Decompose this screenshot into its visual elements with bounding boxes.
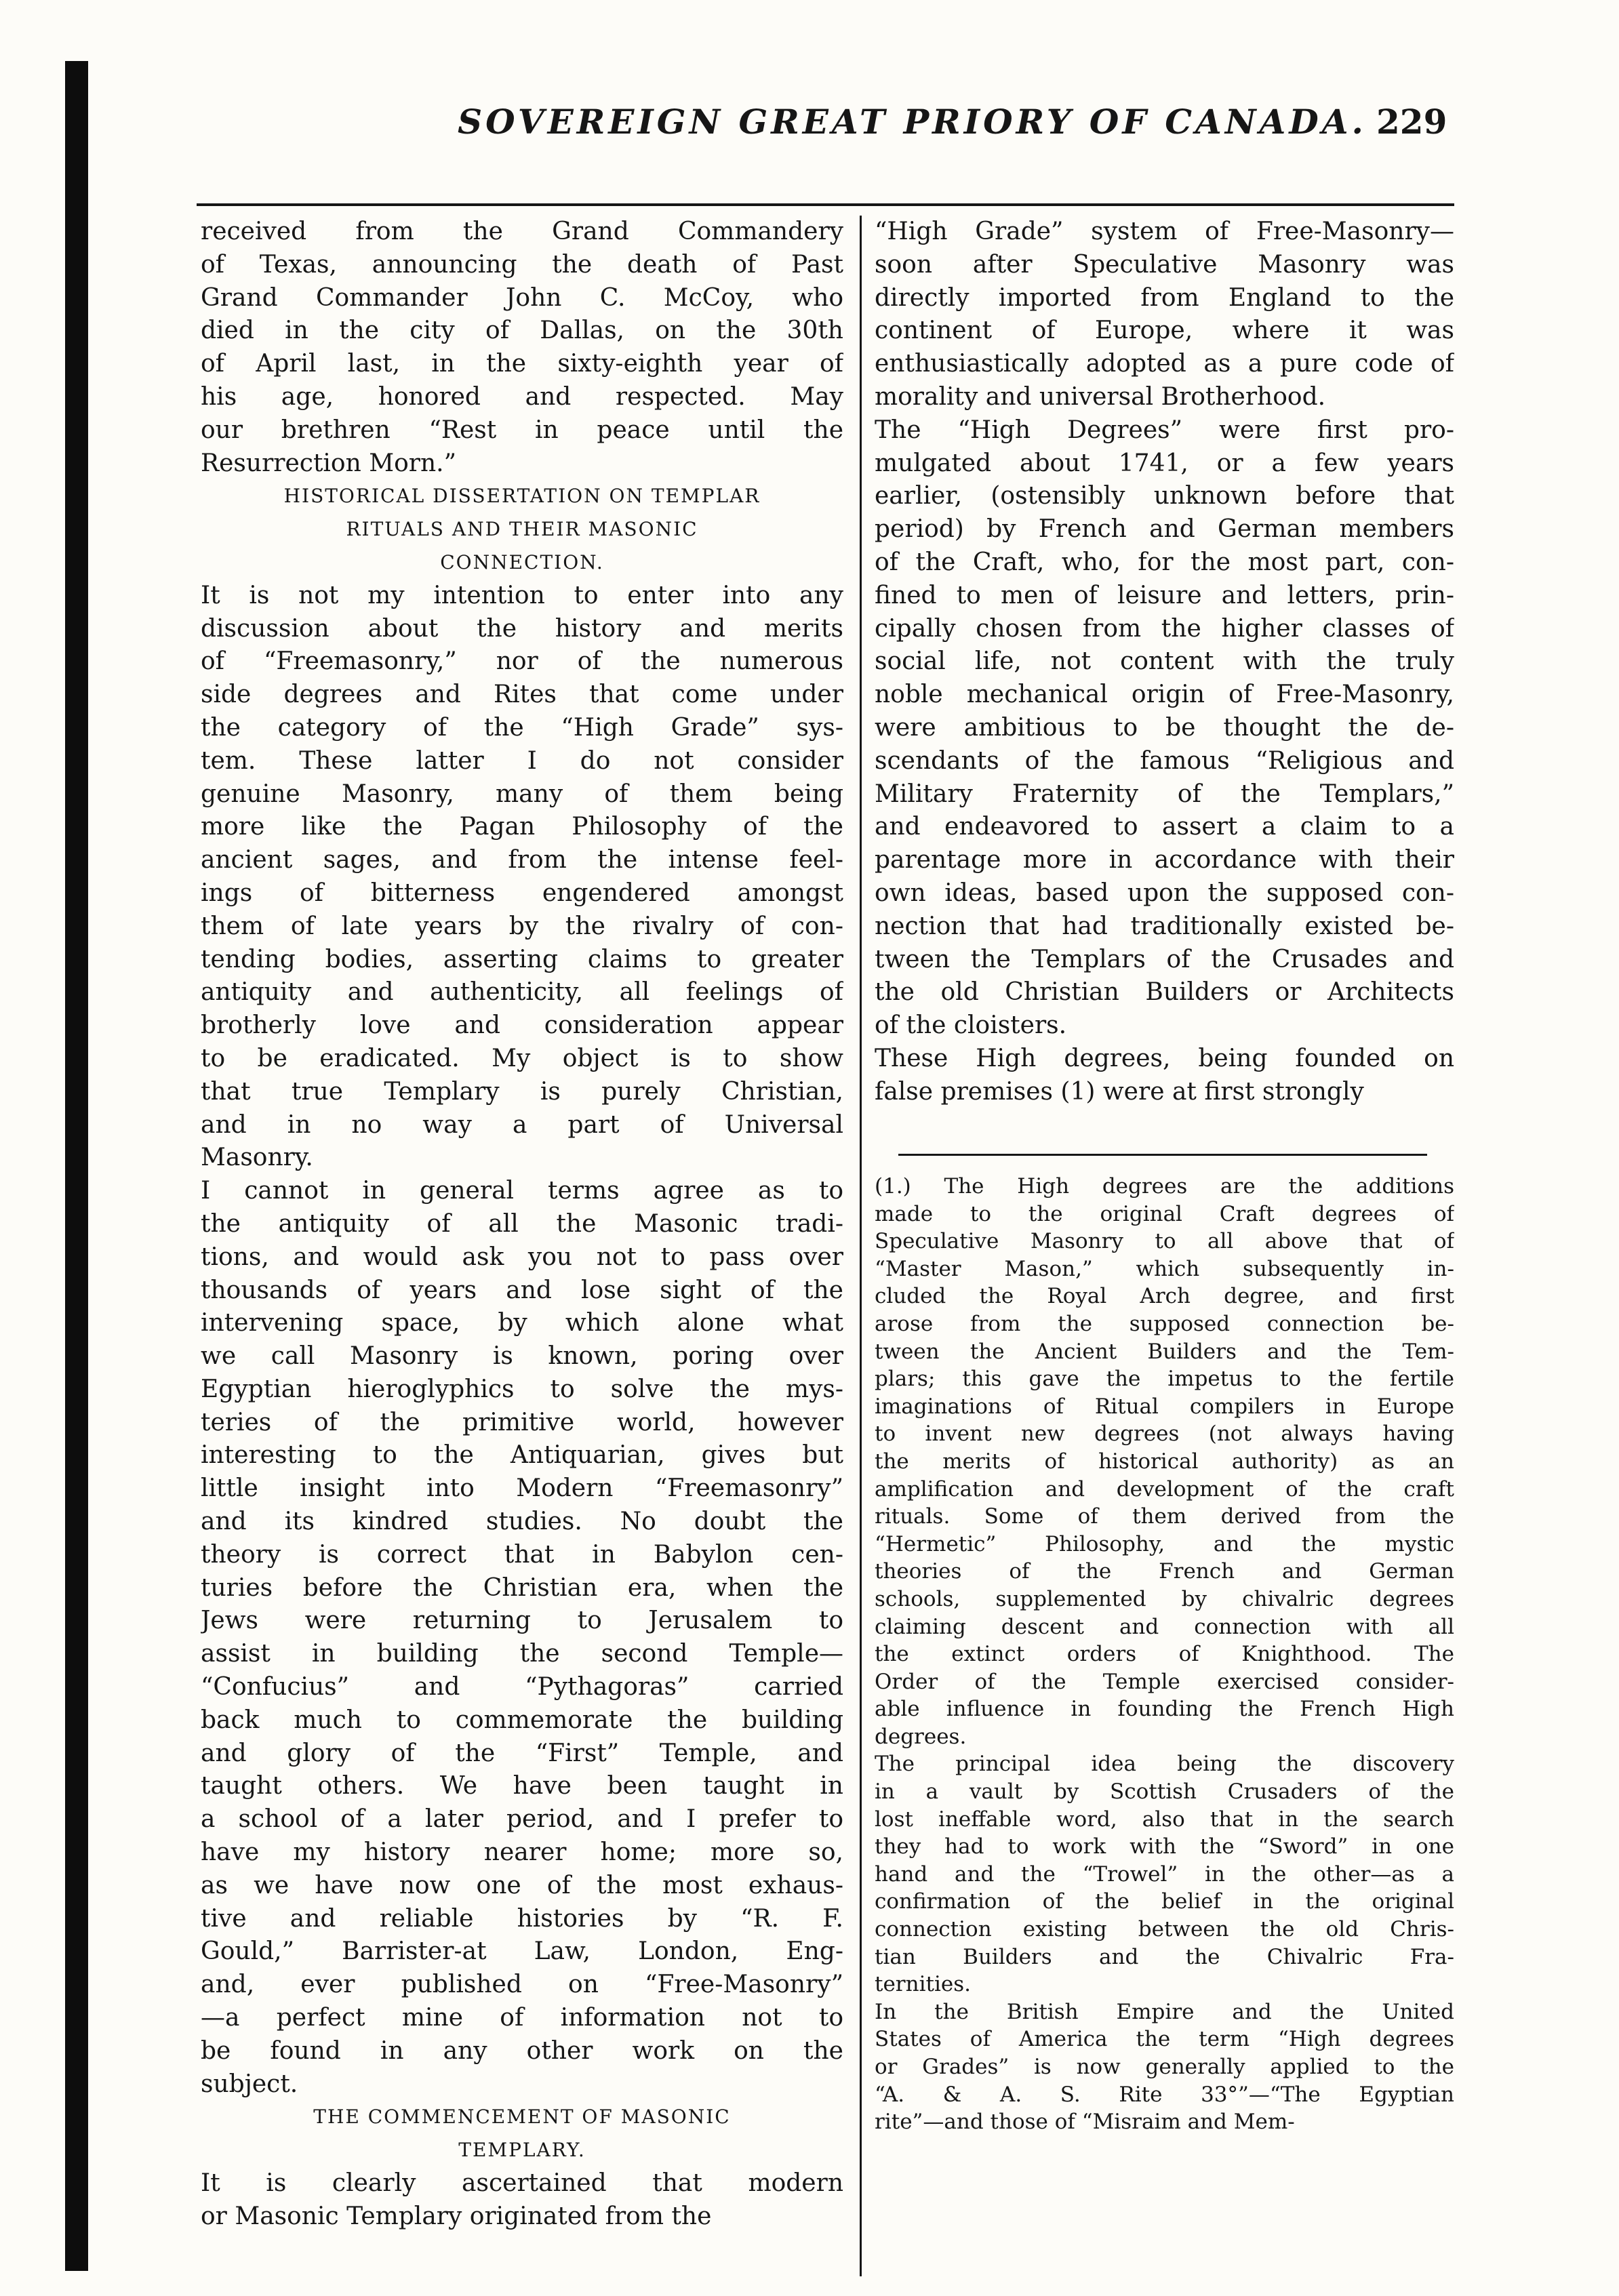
text-line: of “Freemasonry,” nor of the numerous	[201, 647, 843, 676]
text-line: theory is correct that in Babylon cen-	[201, 1540, 843, 1569]
text-line: genuine Masonry, many of them being	[201, 780, 843, 808]
text-line: tween the Templars of the Crusades and	[875, 945, 1454, 973]
footnote-paragraph	[875, 1750, 1454, 1998]
footnote-rule	[898, 1154, 1427, 1156]
right-column	[875, 216, 1454, 1109]
text-line: soon after Speculative Masonry was	[875, 250, 1454, 279]
text-line: Egyptian hieroglyphics to solve the mys-	[201, 1375, 843, 1403]
text-line: cipally chosen from the higher classes of	[875, 614, 1454, 643]
paragraph	[875, 414, 1454, 1043]
text-line: as we have now one of the most exhaus-	[201, 1871, 843, 1899]
footnote-line: Order of the Temple exercised consider-	[875, 1669, 1454, 1694]
text-line: tions, and would ask you not to pass over	[201, 1243, 843, 1271]
footnote-line: in a vault by Scottish Crusaders of the	[875, 1779, 1454, 1805]
text-line: interesting to the Antiquarian, gives but	[201, 1441, 843, 1470]
text-line: enthusiastically adopted as a pure code of	[875, 350, 1454, 378]
text-line: have my history nearer home; more so,	[201, 1838, 843, 1867]
footnote-line: (1.) The High degrees are the additions	[875, 1174, 1454, 1199]
text-line: subject.	[201, 2070, 298, 2098]
text-line: “High Grade” system of Free-Masonry—	[875, 218, 1454, 245]
footnote-line: able influence in founding the French High	[875, 1697, 1454, 1722]
text-line: turies before the Christian era, when the	[201, 1573, 843, 1602]
paragraph	[201, 580, 843, 1175]
text-line: fined to men of leisure and letters, prin-	[875, 581, 1454, 609]
footnote-line: rituals. Some of them derived from the	[875, 1504, 1454, 1529]
text-line: little insight into Modern “Freemasonry”	[201, 1474, 843, 1503]
text-line: “Confucius” and “Pythagoras” carried	[201, 1673, 843, 1701]
text-line: the category of the “High Grade” sys-	[201, 713, 843, 742]
binding-edge	[65, 61, 88, 2271]
left-column	[201, 216, 843, 2234]
footnote-line: the merits of historical authority) as an	[875, 1449, 1454, 1474]
text-line: mulgated about 1741, or a few years	[875, 449, 1454, 477]
footnote-paragraph	[875, 1998, 1454, 2136]
paragraph	[201, 2167, 843, 2234]
text-line: of April last, in the sixty-eighth year of	[201, 350, 843, 378]
text-line: antiquity and authenticity, all feelings of	[201, 978, 843, 1007]
text-line: tive and reliable histories by “R. F.	[201, 1904, 843, 1933]
footnote-line: plars; this gave the impetus to the fertile	[875, 1367, 1454, 1392]
text-line: discussion about the history and merits	[201, 614, 843, 643]
text-line: the old Christian Builders or Architects	[875, 978, 1454, 1007]
column-divider	[860, 216, 862, 2276]
heading-line: RITUALS AND THEIR MASONIC	[346, 518, 698, 541]
page-number: 229	[1376, 102, 1447, 142]
text-line: brotherly love and consideration appear	[201, 1011, 843, 1040]
text-line: morality and universal Brotherhood.	[875, 382, 1326, 411]
text-line: were ambitious to be thought the de-	[875, 713, 1454, 742]
text-line: tem. These latter I do not consider	[201, 746, 843, 775]
footnote-line: made to the original Craft degrees of	[875, 1201, 1454, 1226]
footnotes	[875, 1173, 1454, 2136]
text-line: them of late years by the rivalry of con-	[201, 912, 843, 940]
footnote-line: arose from the supposed connection be-	[875, 1311, 1454, 1336]
text-line: to be eradicated. My object is to show	[201, 1044, 843, 1072]
footnote-line: hand and the “Trowel” in the other—as a	[875, 1861, 1454, 1887]
footnote-line: theories of the French and German	[875, 1559, 1454, 1584]
footnote-line: tian Builders and the Chivalric Fra-	[875, 1944, 1454, 1969]
text-line: I cannot in general terms agree as to	[201, 1177, 843, 1205]
footnote-line: The principal idea being the discovery	[875, 1752, 1454, 1777]
text-line: Grand Commander John C. McCoy, who	[201, 283, 843, 312]
text-line: and glory of the “First” Temple, and	[201, 1739, 843, 1767]
text-line: —a perfect mine of information not to	[201, 2004, 843, 2032]
text-line: Resurrection Morn.”	[201, 449, 457, 477]
text-line: received from the Grand Commandery	[201, 218, 843, 245]
text-line: tending bodies, asserting claims to greater	[201, 945, 843, 973]
text-line: Gould,” Barrister-at Law, London, Eng-	[201, 1937, 843, 1966]
text-line: or Masonic Templary originated from the	[201, 2202, 712, 2230]
text-line: our brethren “Rest in peace until the	[201, 416, 843, 444]
footnote-line: confirmation of the belief in the original	[875, 1889, 1454, 1914]
text-line: of the cloisters.	[875, 1011, 1067, 1040]
text-line: we call Masonry is known, poring over	[201, 1342, 843, 1371]
text-line: scendants of the famous “Religious and	[875, 746, 1454, 775]
text-line: taught others. We have been taught in	[201, 1772, 843, 1800]
paragraph	[201, 1175, 843, 2101]
text-line: of Texas, announcing the death of Past	[201, 250, 843, 279]
footnote-line: imaginations of Ritual compilers in Europe	[875, 1394, 1454, 1419]
heading-line: HISTORICAL DISSERTATION ON TEMPLAR	[283, 485, 761, 508]
text-line: thousands of years and lose sight of the	[201, 1276, 843, 1304]
text-line: and its kindred studies. No doubt the	[201, 1508, 843, 1536]
footnote-line: Speculative Masonry to all above that of	[875, 1229, 1454, 1254]
footnote-line: lost ineffable word, also that in the search	[875, 1807, 1454, 1832]
text-line: assist in building the second Temple—	[201, 1640, 843, 1668]
footnote-line: cluded the Royal Arch degree, and first	[875, 1284, 1454, 1309]
text-line: back much to commemorate the building	[201, 1706, 843, 1734]
text-line: period) by French and German members	[875, 515, 1454, 544]
text-line: Jews were returning to Jerusalem to	[201, 1607, 843, 1635]
text-line: intervening space, by which alone what	[201, 1309, 843, 1337]
footnote-line: they had to work with the “Sword” in one	[875, 1834, 1454, 1859]
text-line: noble mechanical origin of Free-Masonry,	[875, 681, 1454, 709]
text-line: a school of a later period, and I prefer to	[201, 1805, 843, 1834]
header-rule	[197, 203, 1454, 206]
text-line: continent of Europe, where it was	[875, 317, 1454, 345]
text-line: of the Craft, who, for the most part, con-	[875, 548, 1454, 576]
text-line: ancient sages, and from the intense feel-	[201, 846, 843, 874]
footnote-line: the extinct orders of Knighthood. The	[875, 1642, 1454, 1667]
heading-line: THE COMMENCEMENT OF MASONIC	[313, 2106, 731, 2129]
footnote-line: degrees.	[875, 1724, 967, 1749]
heading-line: TEMPLARY.	[458, 2139, 586, 2162]
text-line: and in no way a part of Universal	[201, 1110, 843, 1139]
text-line: that true Templary is purely Christian,	[201, 1077, 843, 1106]
footnote-line: claiming descent and connection with all	[875, 1614, 1454, 1639]
paragraph	[201, 216, 843, 480]
footnote-line: to invent new degrees (not always having	[875, 1422, 1454, 1447]
text-line: earlier, (ostensibly unknown before that	[875, 482, 1454, 510]
footnote-line: schools, supplemented by chivalric degrees	[875, 1586, 1454, 1611]
text-line: directly imported from England to the	[875, 283, 1454, 312]
footnote-line: ternities.	[875, 1972, 971, 1997]
footnote-line: tween the Ancient Builders and the Tem-	[875, 1339, 1454, 1364]
text-line: teries of the primitive world, however	[201, 1408, 843, 1436]
text-line: more like the Pagan Philosophy of the	[201, 813, 843, 841]
footnote-line: States of America the term “High degrees	[875, 2027, 1454, 2052]
footnote-line: “Master Mason,” which subsequently in-	[875, 1256, 1454, 1281]
footnote-line: rite”—and those of “Misraim and Mem-	[875, 2110, 1295, 2135]
text-line: parentage more in accordance with their	[875, 846, 1454, 874]
text-line: Masonry.	[201, 1144, 313, 1172]
text-line: and endeavored to assert a claim to a	[875, 813, 1454, 841]
footnote-line: connection existing between the old Chris-	[875, 1917, 1454, 1942]
text-line: his age, honored and respected. May	[201, 382, 843, 411]
paragraph	[875, 1043, 1454, 1109]
footnote-line: “A. & A. S. Rite 33°”—“The Egyptian	[875, 2082, 1454, 2107]
heading-line: CONNECTION.	[440, 550, 604, 573]
text-line: died in the city of Dallas, on the 30th	[201, 317, 843, 345]
section-heading	[201, 2101, 843, 2167]
running-title: SOVEREIGN GREAT PRIORY OF CANADA.	[458, 102, 1367, 142]
footnote-paragraph	[875, 1173, 1454, 1750]
text-line: and, ever published on “Free-Masonry”	[201, 1971, 843, 1999]
footnote-line: “Hermetic” Philosophy, and the mystic	[875, 1531, 1454, 1556]
text-line: own ideas, based upon the supposed con-	[875, 879, 1454, 907]
section-heading	[201, 480, 843, 579]
text-line: These High degrees, being founded on	[875, 1044, 1454, 1072]
text-line: The “High Degrees” were first pro-	[875, 416, 1454, 444]
text-line: It is not my intention to enter into any	[201, 581, 843, 609]
text-line: ings of bitterness engendered amongst	[201, 879, 843, 907]
text-line: social life, not content with the truly	[875, 647, 1454, 676]
text-line: It is clearly ascertained that modern	[201, 2169, 843, 2198]
text-line: the antiquity of all the Masonic tradi-	[201, 1209, 843, 1238]
footnote-line: amplification and development of the craft	[875, 1476, 1454, 1502]
text-line: be found in any other work on the	[201, 2036, 843, 2065]
paragraph	[875, 216, 1454, 414]
text-line: Military Fraternity of the Templars,”	[875, 780, 1454, 808]
footnote-line: In the British Empire and the United	[875, 1999, 1454, 2024]
text-line: nection that had traditionally existed be-	[875, 912, 1454, 940]
text-line: false premises (1) were at first strongly	[875, 1077, 1364, 1106]
footnote-line: or Grades” is now generally applied to the	[875, 2055, 1454, 2079]
text-line: side degrees and Rites that come under	[201, 681, 843, 709]
